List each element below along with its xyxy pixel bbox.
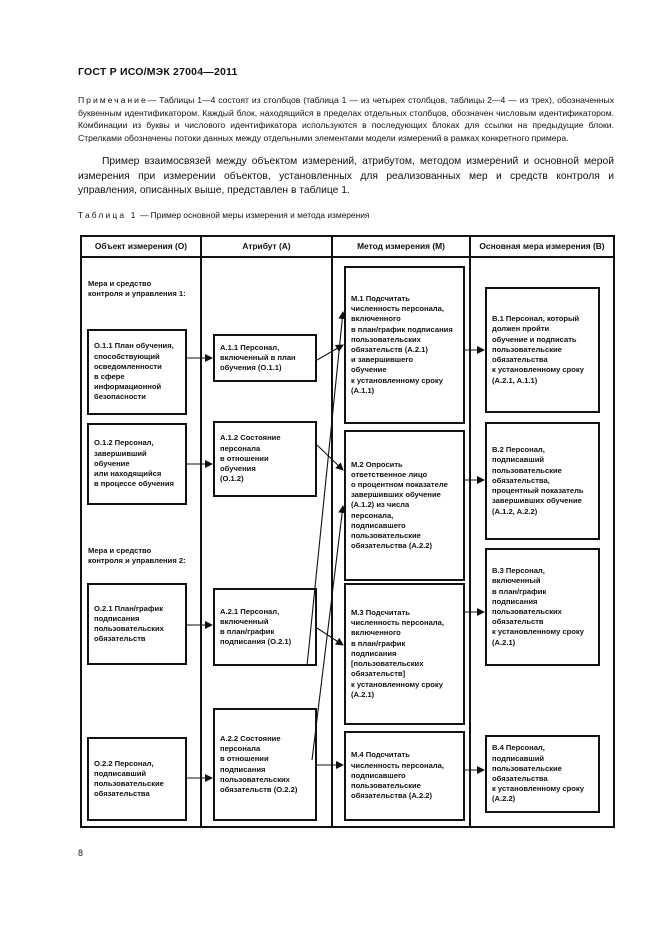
measure-box-b4 <box>485 735 600 813</box>
object-text-o12: O.1.2 Персонал, завершивший обучение или находящийся в процессе обучения <box>94 438 174 489</box>
attribute-box-a21 <box>213 588 317 666</box>
table-caption <box>78 210 369 220</box>
table-header-divider <box>82 256 613 258</box>
method-text-m1: M.1 Подсчитать численность персонала, включенного в план/график подписания пользовательских обязательств (A.2.1) и завершившего обучение к установленному сроку (A.1.1) <box>351 293 453 395</box>
method-text-m4: M.4 Подсчитать численность персонала, подписавшего пользовательские обязательства (A.2.2) <box>351 750 444 801</box>
note-paragraph <box>78 94 614 144</box>
method-text-m3: M.3 Подсчитать численность персонала, включенного в план/график подписания [пользовательских обязательств] к установленному сроку (A.2.1) <box>351 608 444 699</box>
column-header-measure: Основная мера измерения (B) <box>479 241 605 251</box>
method-box-m3 <box>344 583 465 725</box>
object-box-o21 <box>87 583 187 665</box>
caption-text: — Пример основной меры измерения и метода измерения <box>137 210 370 220</box>
attribute-text-a21: A.2.1 Персонал, включенный в план/график подписания (O.2.1) <box>220 606 292 647</box>
column-header-attribute: Атрибут (A) <box>242 241 291 251</box>
method-text-m2: M.2 Опросить ответственное лицо о процентном показателе завершивших обучение (A.1.2) из числа персонала, подписавшего пользовательские обязательства (A.2.2) <box>351 459 448 551</box>
group-label-1: Мера и средство контроля и управления 1: <box>88 279 186 299</box>
attribute-box-a22 <box>213 708 317 821</box>
object-box-o22 <box>87 737 187 821</box>
measure-text-b1: B.1 Персонал, который должен пройти обучение и подписать пользовательские обязательства к установленному сроку (A.2.1, A.1.1) <box>492 314 584 385</box>
attribute-text-a11: A.1.1 Персонал, включенный в план обучения (O.1.1) <box>220 342 296 373</box>
column-header-method: Метод измерения (M) <box>357 241 445 251</box>
object-box-o11 <box>87 329 187 415</box>
object-text-o11: O.1.1 План обучения, способствующий осведомленности в сфере информационной безопасности <box>94 341 174 402</box>
column-divider <box>200 237 202 826</box>
object-text-o21: O.2.1 План/график подписания пользовательских обязательств <box>94 603 164 644</box>
intro-paragraph: Пример взаимосвязей между объектом измерений, атрибутом, методом измерений и основной мерой измерения при измерении объектов, установленных для реализованных мер и средств контроля и управления, описанных выше, представлен в таблице 1. <box>78 156 614 196</box>
note-text: — Таблицы 1—4 состоят из столбцов (таблица 1 — из четырех столбцов, таблицы 2—4 — из трех), обозначенных буквенным идентификатором. Каждый блок, находящийся в пределах отдельных столбцов, обозначен числовым идентификатором. Комбинации из буквы и числового идентификатора используются в последующих блоках для ссылки на предыдущие блоки. Стрелками обозначены потоки данных между отдельными элементами модели измерений в рамках конкретного примера. <box>78 95 614 143</box>
method-box-m1 <box>344 266 465 424</box>
measure-box-b2 <box>485 422 600 540</box>
attribute-box-a11 <box>213 334 317 382</box>
group-label-2: Мера и средство контроля и управления 2: <box>88 546 186 566</box>
measure-text-b3: B.3 Персонал, включенный в план/график подписания пользовательских обязательств к установленному сроку (A.2.1) <box>492 566 584 647</box>
object-text-o22: O.2.2 Персонал, подписавший пользовательские обязательства <box>94 758 164 799</box>
attribute-text-a12: A.1.2 Состояние персонала в отношении обучения (O.1.2) <box>220 433 281 484</box>
column-divider <box>469 237 471 826</box>
attribute-box-a12 <box>213 421 317 497</box>
caption-label: Таблица 1 <box>78 210 138 220</box>
column-divider <box>331 237 333 826</box>
page-number: 8 <box>78 848 84 858</box>
attribute-text-a22: A.2.2 Состояние персонала в отношении подписания пользовательских обязательств (O.2.2) <box>220 733 298 794</box>
object-box-o12 <box>87 423 187 505</box>
measure-text-b4: B.4 Персонал, подписавший пользовательские обязательства к установленному сроку (A.2.2) <box>492 743 584 804</box>
measure-box-b3 <box>485 548 600 666</box>
method-box-m2 <box>344 430 465 581</box>
note-label: Примечание <box>78 95 148 105</box>
method-box-m4 <box>344 731 465 821</box>
document-header: ГОСТ Р ИСО/МЭК 27004—2011 <box>78 66 238 78</box>
measure-text-b2: B.2 Персонал, подписавший пользовательские обязательства, процентный показатель завершивших обучение (A.1.2, A.2.2) <box>492 445 584 516</box>
column-header-object: Объект измерения (O) <box>94 241 188 251</box>
measure-box-b1 <box>485 287 600 413</box>
